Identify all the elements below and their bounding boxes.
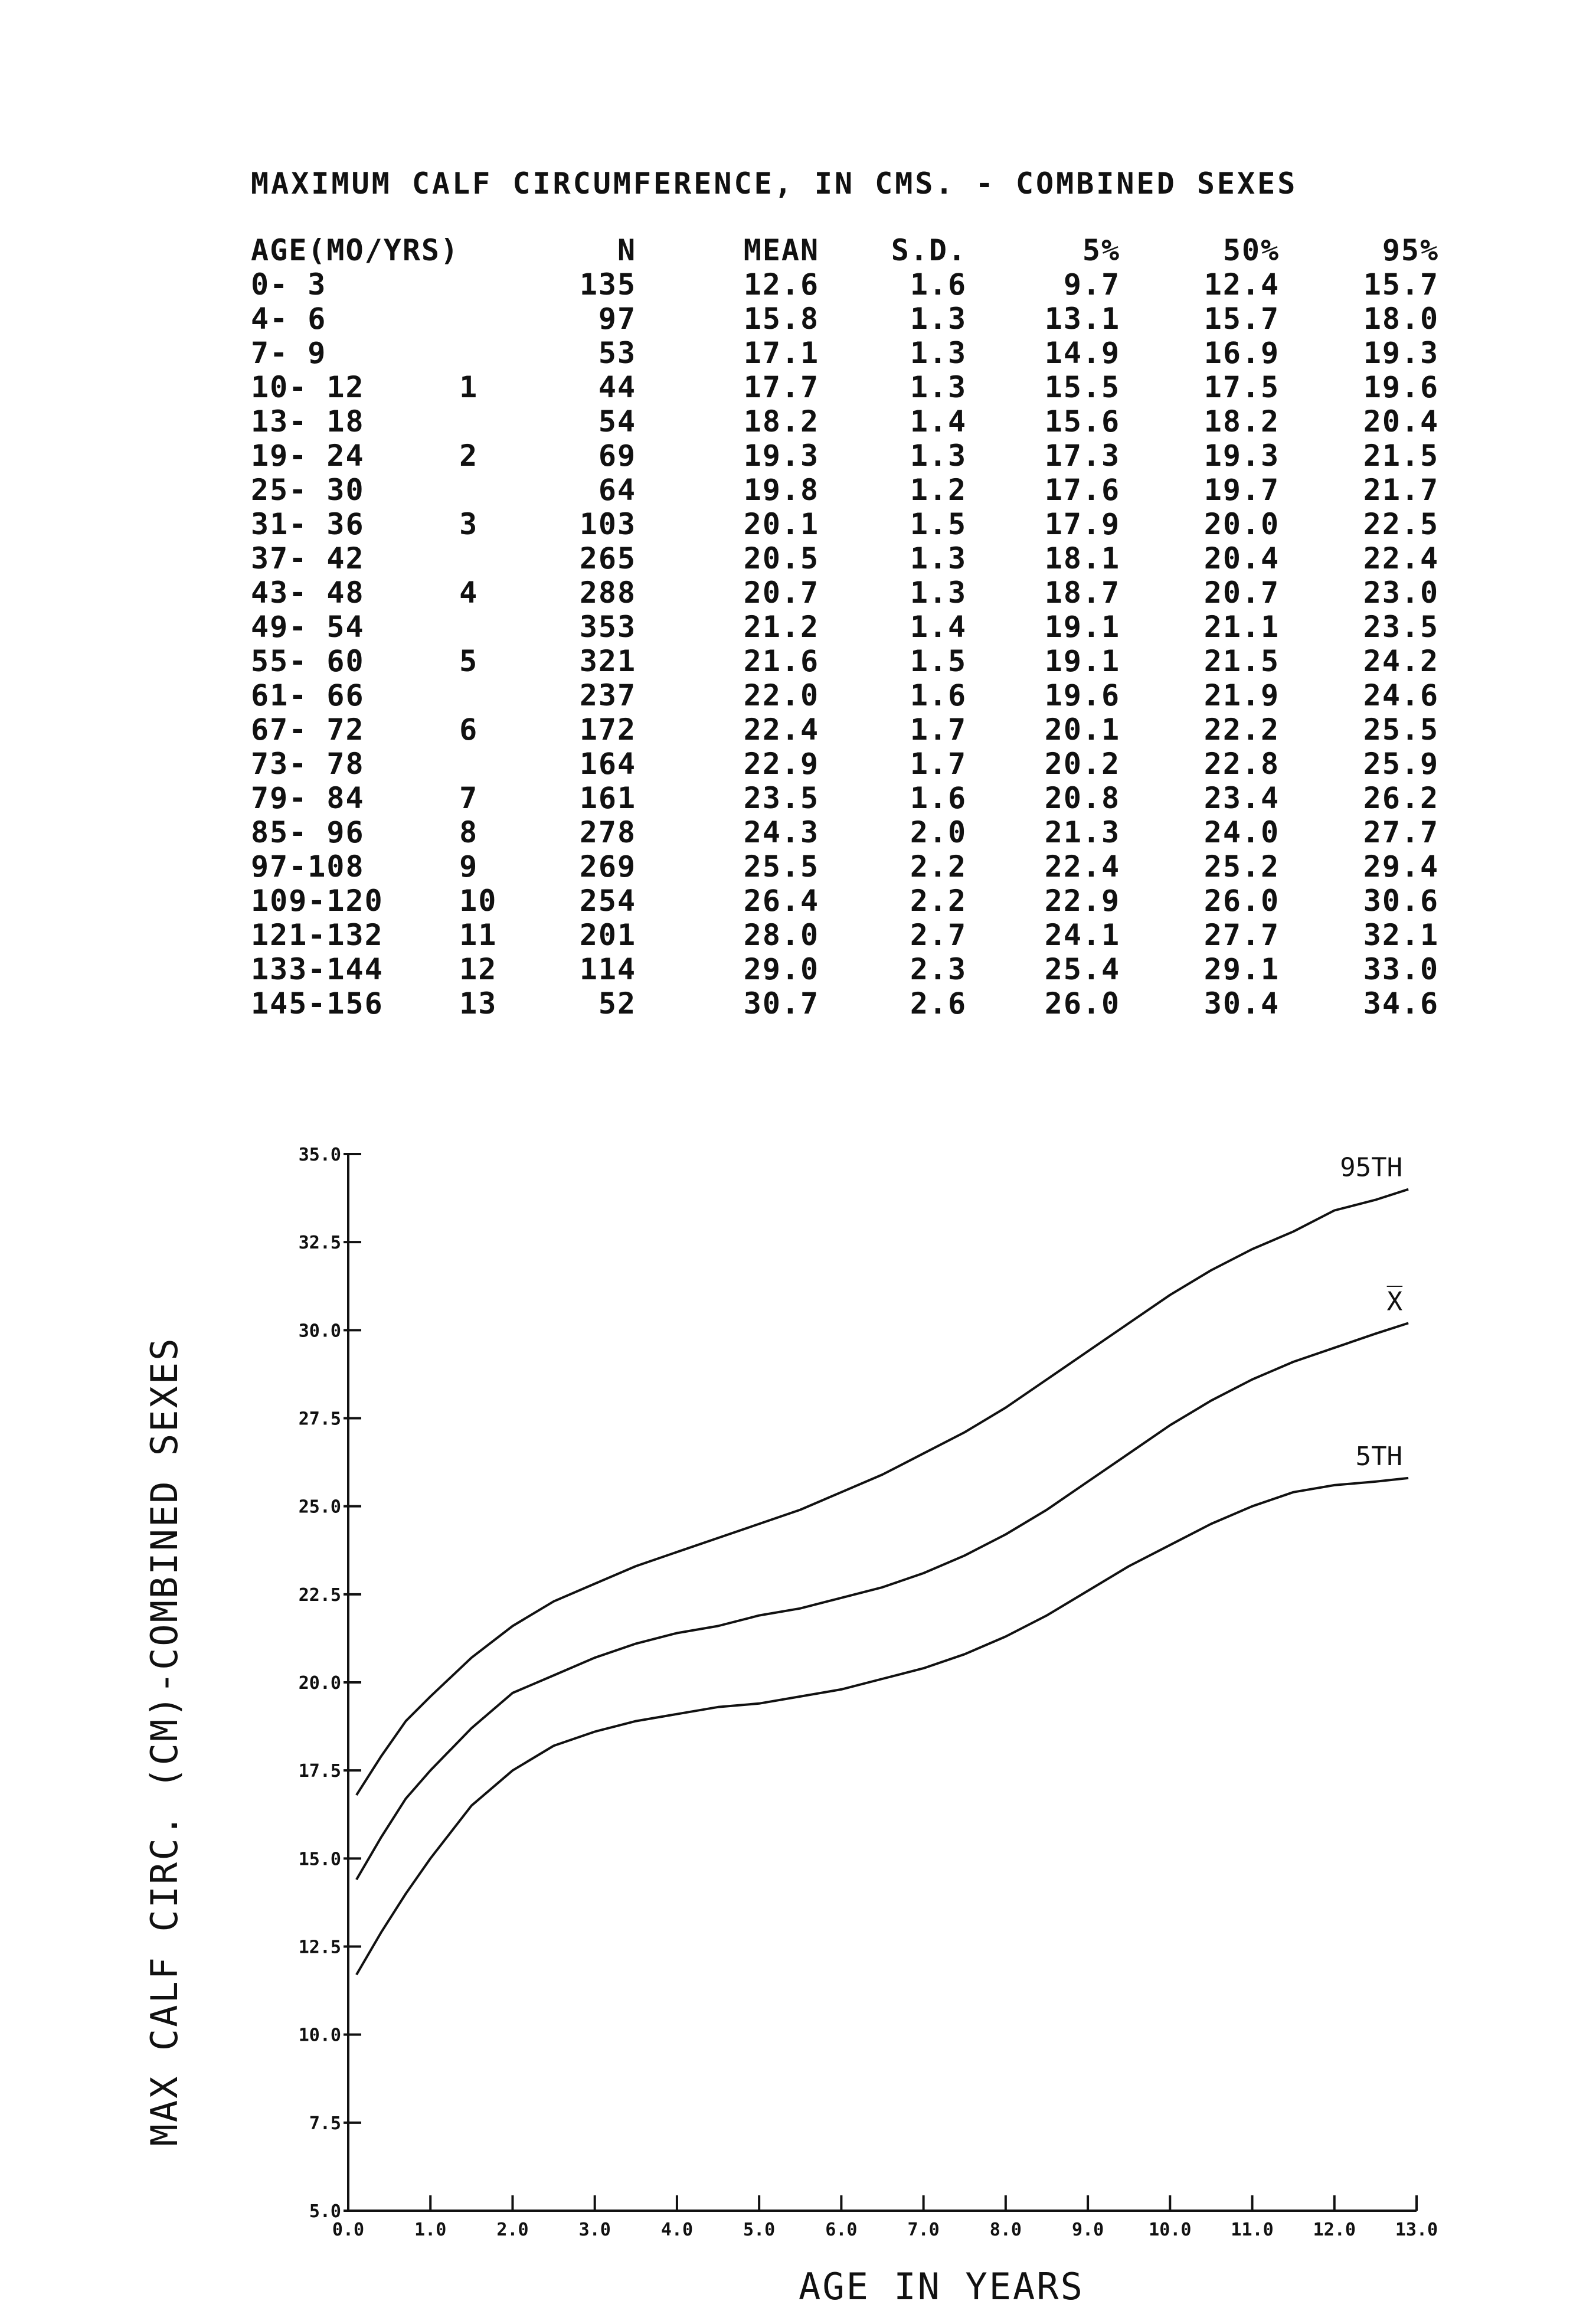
header-p50: 50% xyxy=(1222,233,1280,267)
cell-age: 10- 12 xyxy=(251,370,365,404)
table-row xyxy=(251,678,1439,712)
curve-label-5th: 5TH xyxy=(1355,1441,1403,1472)
cell-p5: 17.3 xyxy=(1044,439,1121,473)
cell-mean: 21.2 xyxy=(743,610,820,644)
cell-age: 67- 72 xyxy=(251,712,365,747)
table-row xyxy=(251,712,1439,747)
cell-p5: 20.2 xyxy=(1044,747,1121,781)
cell-age: 19- 24 xyxy=(251,439,365,473)
cell-mean: 17.7 xyxy=(743,370,820,404)
cell-years xyxy=(459,747,530,781)
cell-p50: 18.2 xyxy=(1203,404,1280,439)
cell-mean: 17.1 xyxy=(743,336,820,370)
cell-sd: 2.6 xyxy=(910,986,967,1021)
curve-5th xyxy=(357,1478,1408,1975)
cell-p5: 22.9 xyxy=(1044,884,1121,918)
cell-years xyxy=(459,473,530,507)
cell-age: 73- 78 xyxy=(251,747,365,781)
cell-sd: 1.6 xyxy=(910,781,967,815)
cell-p95: 22.5 xyxy=(1363,507,1440,541)
cell-p95: 21.5 xyxy=(1363,439,1440,473)
cell-n: 54 xyxy=(598,404,637,439)
cell-mean: 22.9 xyxy=(743,747,820,781)
cell-p95: 25.9 xyxy=(1363,747,1440,781)
cell-p50: 20.0 xyxy=(1203,507,1280,541)
cell-p5: 18.1 xyxy=(1044,541,1121,576)
cell-p50: 22.8 xyxy=(1203,747,1280,781)
curve-mean xyxy=(357,1323,1408,1880)
cell-age: 13- 18 xyxy=(251,404,365,439)
x-tick-label: 8.0 xyxy=(989,2220,1022,2240)
cell-sd: 1.7 xyxy=(910,712,967,747)
cell-mean: 18.2 xyxy=(743,404,820,439)
header-age: AGE(MO/YRS) xyxy=(251,233,460,267)
y-tick-label: 12.5 xyxy=(298,1937,341,1958)
table-row xyxy=(251,576,1439,610)
table-body xyxy=(251,267,1439,1021)
y-tick-label: 7.5 xyxy=(309,2113,341,2134)
cell-sd: 1.7 xyxy=(910,747,967,781)
y-tick-label: 27.5 xyxy=(298,1408,341,1430)
cell-years: 6 xyxy=(459,712,479,747)
cell-p5: 17.9 xyxy=(1044,507,1121,541)
table-row xyxy=(251,507,1439,541)
cell-p50: 12.4 xyxy=(1203,267,1280,302)
cell-p5: 24.1 xyxy=(1044,918,1121,952)
cell-sd: 1.6 xyxy=(910,678,967,712)
cell-n: 237 xyxy=(579,678,637,712)
cell-age: 31- 36 xyxy=(251,507,365,541)
cell-p95: 29.4 xyxy=(1363,849,1440,884)
cell-n: 69 xyxy=(598,439,637,473)
table-row xyxy=(251,781,1439,815)
x-tick-label: 3.0 xyxy=(578,2220,611,2240)
cell-sd: 1.2 xyxy=(910,473,967,507)
cell-mean: 20.7 xyxy=(743,576,820,610)
cell-sd: 2.3 xyxy=(910,952,967,986)
cell-p95: 24.2 xyxy=(1363,644,1440,678)
cell-p95: 32.1 xyxy=(1363,918,1440,952)
table-row xyxy=(251,815,1439,849)
cell-sd: 2.7 xyxy=(910,918,967,952)
cell-p50: 15.7 xyxy=(1203,302,1280,336)
cell-p95: 23.0 xyxy=(1363,576,1440,610)
cell-p50: 20.4 xyxy=(1203,541,1280,576)
cell-n: 278 xyxy=(579,815,637,849)
x-tick-label: 0.0 xyxy=(332,2220,365,2240)
cell-p50: 19.3 xyxy=(1203,439,1280,473)
cell-n: 201 xyxy=(579,918,637,952)
cell-age: 4- 6 xyxy=(251,302,327,336)
header-sd: S.D. xyxy=(891,233,967,267)
cell-p95: 20.4 xyxy=(1363,404,1440,439)
cell-age: 133-144 xyxy=(251,952,384,986)
cell-mean: 25.5 xyxy=(743,849,820,884)
cell-sd: 1.3 xyxy=(910,302,967,336)
chart-curves xyxy=(357,1189,1408,1975)
cell-age: 97-108 xyxy=(251,849,365,884)
table-row xyxy=(251,267,1439,302)
cell-p50: 22.2 xyxy=(1203,712,1280,747)
cell-mean: 24.3 xyxy=(743,815,820,849)
cell-p95: 30.6 xyxy=(1363,884,1440,918)
cell-p50: 19.7 xyxy=(1203,473,1280,507)
cell-p50: 29.1 xyxy=(1203,952,1280,986)
x-tick-label: 9.0 xyxy=(1071,2220,1104,2240)
cell-p5: 20.8 xyxy=(1044,781,1121,815)
cell-p95: 26.2 xyxy=(1363,781,1440,815)
cell-years: 4 xyxy=(459,576,479,610)
cell-n: 97 xyxy=(598,302,637,336)
y-tick-label: 20.0 xyxy=(298,1673,341,1694)
cell-n: 353 xyxy=(579,610,637,644)
cell-years xyxy=(459,610,530,644)
cell-age: 121-132 xyxy=(251,918,384,952)
cell-years: 8 xyxy=(459,815,479,849)
cell-age: 55- 60 xyxy=(251,644,365,678)
cell-n: 172 xyxy=(579,712,637,747)
cell-p50: 30.4 xyxy=(1203,986,1280,1021)
table-row xyxy=(251,404,1439,439)
cell-p95: 34.6 xyxy=(1363,986,1440,1021)
cell-p95: 21.7 xyxy=(1363,473,1440,507)
cell-p5: 17.6 xyxy=(1044,473,1121,507)
cell-n: 52 xyxy=(598,986,637,1021)
cell-mean: 21.6 xyxy=(743,644,820,678)
table-row xyxy=(251,336,1439,370)
cell-n: 288 xyxy=(579,576,637,610)
table-title: MAXIMUM CALF CIRCUMFERENCE, IN CMS. - COMBINED SEXES xyxy=(251,166,1298,201)
cell-years xyxy=(459,678,530,712)
cell-p5: 22.4 xyxy=(1044,849,1121,884)
cell-age: 85- 96 xyxy=(251,815,365,849)
cell-p50: 21.1 xyxy=(1203,610,1280,644)
x-tick-label: 4.0 xyxy=(660,2220,694,2240)
table-row xyxy=(251,986,1439,1021)
header-years xyxy=(459,233,530,267)
cell-years: 1 xyxy=(459,370,479,404)
table-row xyxy=(251,849,1439,884)
cell-n: 53 xyxy=(598,336,637,370)
cell-age: 43- 48 xyxy=(251,576,365,610)
x-axis-title: AGE IN YEARS xyxy=(799,2265,1084,2308)
cell-p5: 15.5 xyxy=(1044,370,1121,404)
cell-p50: 27.7 xyxy=(1203,918,1280,952)
header-mean: MEAN xyxy=(743,233,820,267)
cell-p50: 26.0 xyxy=(1203,884,1280,918)
y-tick-label: 30.0 xyxy=(298,1321,341,1342)
cell-p5: 19.6 xyxy=(1044,678,1121,712)
calf-circumference-table xyxy=(251,233,1439,1021)
cell-years xyxy=(459,541,530,576)
cell-mean: 19.8 xyxy=(743,473,820,507)
x-tick-label: 2.0 xyxy=(496,2220,529,2240)
table-row xyxy=(251,747,1439,781)
cell-sd: 1.3 xyxy=(910,541,967,576)
cell-p5: 9.7 xyxy=(1063,267,1121,302)
cell-mean: 26.4 xyxy=(743,884,820,918)
cell-mean: 20.1 xyxy=(743,507,820,541)
cell-years: 10 xyxy=(459,884,498,918)
y-tick-label: 17.5 xyxy=(298,1761,341,1782)
cell-years: 3 xyxy=(459,507,479,541)
y-axis-title: MAX CALF CIRC. (CM)-COMBINED SEXES xyxy=(143,1336,186,2146)
cell-sd: 1.4 xyxy=(910,404,967,439)
cell-years: 9 xyxy=(459,849,479,884)
cell-p95: 19.6 xyxy=(1363,370,1440,404)
header-p5: 5% xyxy=(1082,233,1121,267)
cell-p50: 21.9 xyxy=(1203,678,1280,712)
table-row xyxy=(251,473,1439,507)
cell-age: 37- 42 xyxy=(251,541,365,576)
cell-age: 79- 84 xyxy=(251,781,365,815)
cell-mean: 22.0 xyxy=(743,678,820,712)
cell-p50: 23.4 xyxy=(1203,781,1280,815)
cell-age: 0- 3 xyxy=(251,267,327,302)
cell-p50: 16.9 xyxy=(1203,336,1280,370)
y-tick-label: 35.0 xyxy=(298,1145,341,1165)
cell-n: 64 xyxy=(598,473,637,507)
cell-sd: 1.3 xyxy=(910,370,967,404)
curve-label-95th: 95TH xyxy=(1340,1152,1403,1183)
cell-sd: 1.3 xyxy=(910,576,967,610)
cell-p95: 22.4 xyxy=(1363,541,1440,576)
cell-p5: 20.1 xyxy=(1044,712,1121,747)
cell-n: 161 xyxy=(579,781,637,815)
cell-n: 321 xyxy=(579,644,637,678)
x-tick-label: 11.0 xyxy=(1231,2220,1274,2240)
x-tick-label: 5.0 xyxy=(743,2220,776,2240)
table-row xyxy=(251,952,1439,986)
cell-years xyxy=(459,302,530,336)
cell-n: 265 xyxy=(579,541,637,576)
cell-age: 25- 30 xyxy=(251,473,365,507)
cell-years: 13 xyxy=(459,986,498,1021)
cell-years xyxy=(459,404,530,439)
cell-n: 164 xyxy=(579,747,637,781)
x-tick-label: 7.0 xyxy=(907,2220,940,2240)
cell-mean: 30.7 xyxy=(743,986,820,1021)
cell-sd: 1.5 xyxy=(910,644,967,678)
table-row xyxy=(251,884,1439,918)
cell-sd: 2.2 xyxy=(910,884,967,918)
cell-p95: 15.7 xyxy=(1363,267,1440,302)
cell-mean: 15.8 xyxy=(743,302,820,336)
cell-age: 49- 54 xyxy=(251,610,365,644)
cell-mean: 23.5 xyxy=(743,781,820,815)
cell-age: 61- 66 xyxy=(251,678,365,712)
cell-p50: 25.2 xyxy=(1203,849,1280,884)
cell-mean: 22.4 xyxy=(743,712,820,747)
cell-p95: 23.5 xyxy=(1363,610,1440,644)
y-tick-label: 15.0 xyxy=(298,1849,341,1870)
cell-sd: 2.0 xyxy=(910,815,967,849)
table-row xyxy=(251,644,1439,678)
cell-age: 7- 9 xyxy=(251,336,327,370)
table-row xyxy=(251,439,1439,473)
cell-mean: 12.6 xyxy=(743,267,820,302)
cell-mean: 29.0 xyxy=(743,952,820,986)
x-tick-label: 12.0 xyxy=(1313,2220,1356,2240)
cell-years: 12 xyxy=(459,952,498,986)
cell-p95: 18.0 xyxy=(1363,302,1440,336)
cell-p5: 15.6 xyxy=(1044,404,1121,439)
cell-p95: 27.7 xyxy=(1363,815,1440,849)
cell-years: 2 xyxy=(459,439,479,473)
y-tick-label: 5.0 xyxy=(309,2201,341,2222)
cell-sd: 2.2 xyxy=(910,849,967,884)
x-tick-label: 10.0 xyxy=(1149,2220,1192,2240)
cell-sd: 1.3 xyxy=(910,336,967,370)
cell-years: 5 xyxy=(459,644,479,678)
x-tick-label: 13.0 xyxy=(1395,2220,1438,2240)
curve-95th xyxy=(357,1189,1408,1795)
table-header-row xyxy=(251,233,1439,267)
table-row xyxy=(251,302,1439,336)
header-p95: 95% xyxy=(1382,233,1440,267)
calf-circumference-chart xyxy=(0,1122,1596,2314)
cell-p5: 21.3 xyxy=(1044,815,1121,849)
table-row xyxy=(251,541,1439,576)
header-n: N xyxy=(617,233,637,267)
cell-mean: 19.3 xyxy=(743,439,820,473)
cell-p50: 20.7 xyxy=(1203,576,1280,610)
cell-years xyxy=(459,267,530,302)
cell-mean: 20.5 xyxy=(743,541,820,576)
chart-axes xyxy=(299,1145,1438,2240)
cell-sd: 1.3 xyxy=(910,439,967,473)
cell-years: 11 xyxy=(459,918,498,952)
cell-n: 269 xyxy=(579,849,637,884)
cell-sd: 1.4 xyxy=(910,610,967,644)
y-tick-label: 22.5 xyxy=(298,1584,341,1606)
cell-years xyxy=(459,336,530,370)
cell-n: 44 xyxy=(598,370,637,404)
cell-p5: 13.1 xyxy=(1044,302,1121,336)
table-row xyxy=(251,610,1439,644)
cell-age: 145-156 xyxy=(251,986,384,1021)
y-tick-label: 32.5 xyxy=(298,1233,341,1254)
cell-n: 114 xyxy=(579,952,637,986)
cell-p5: 26.0 xyxy=(1044,986,1121,1021)
cell-p5: 19.1 xyxy=(1044,610,1121,644)
cell-p95: 25.5 xyxy=(1363,712,1440,747)
cell-p95: 33.0 xyxy=(1363,952,1440,986)
cell-age: 109-120 xyxy=(251,884,384,918)
curve-label-mean: X̅ xyxy=(1386,1286,1403,1317)
x-tick-label: 1.0 xyxy=(414,2220,447,2240)
cell-p50: 21.5 xyxy=(1203,644,1280,678)
x-tick-label: 6.0 xyxy=(825,2220,858,2240)
cell-n: 103 xyxy=(579,507,637,541)
cell-p95: 19.3 xyxy=(1363,336,1440,370)
cell-p95: 24.6 xyxy=(1363,678,1440,712)
table-row xyxy=(251,918,1439,952)
cell-p50: 24.0 xyxy=(1203,815,1280,849)
cell-p5: 19.1 xyxy=(1044,644,1121,678)
y-tick-label: 25.0 xyxy=(298,1496,341,1518)
cell-sd: 1.5 xyxy=(910,507,967,541)
cell-p50: 17.5 xyxy=(1203,370,1280,404)
cell-years: 7 xyxy=(459,781,479,815)
cell-mean: 28.0 xyxy=(743,918,820,952)
cell-p5: 14.9 xyxy=(1044,336,1121,370)
y-tick-label: 10.0 xyxy=(298,2025,341,2046)
table-row xyxy=(251,370,1439,404)
cell-p5: 25.4 xyxy=(1044,952,1121,986)
cell-n: 254 xyxy=(579,884,637,918)
cell-n: 135 xyxy=(579,267,637,302)
cell-p5: 18.7 xyxy=(1044,576,1121,610)
cell-sd: 1.6 xyxy=(910,267,967,302)
